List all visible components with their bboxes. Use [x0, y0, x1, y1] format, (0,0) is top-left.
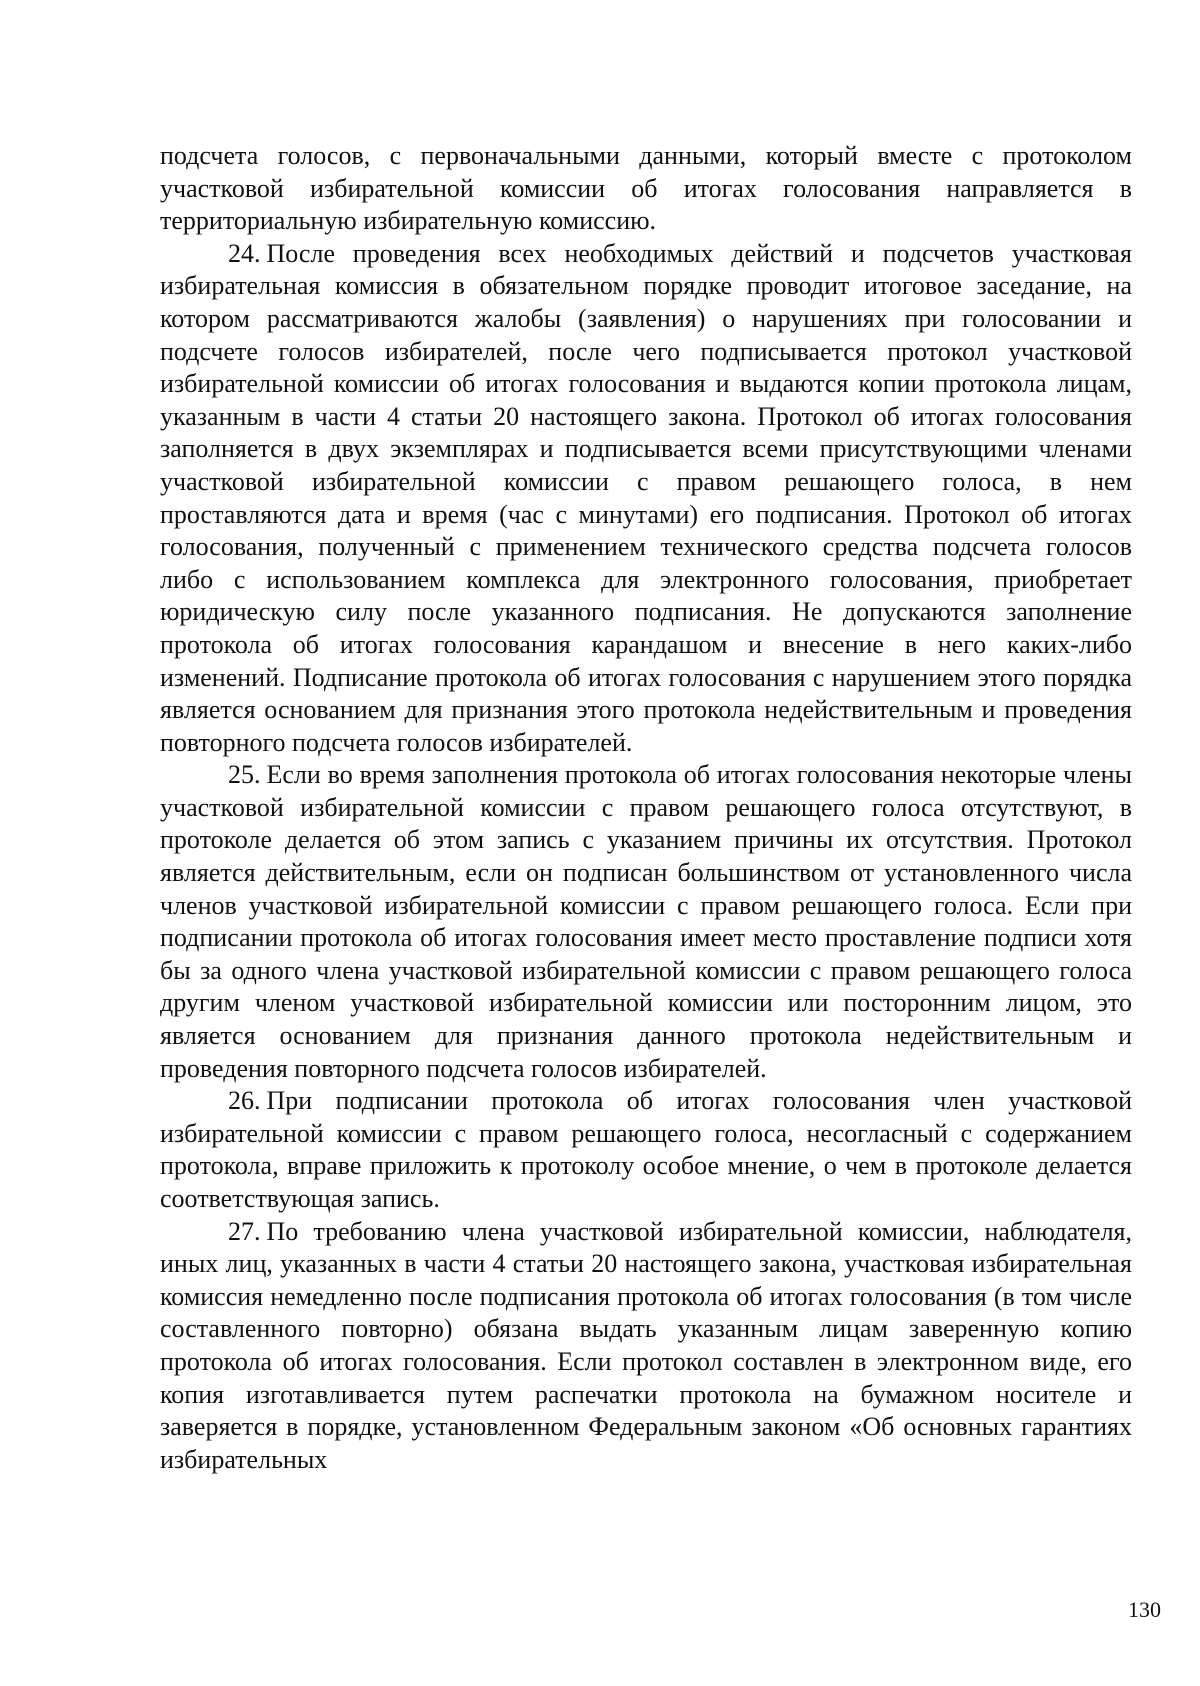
paragraph-26 [160, 1085, 1132, 1215]
paragraph-text: После проведения всех необходимых действий и подсчетов участковая избирательная комиссия в обязательном порядке проводит итоговое заседание, на котором рассматриваются жалобы (заявления) о нарушениях при голосовании и подсчете голосов избирателей, после чего подписывается протокол участковой избирательной комиссии об итогах голосования и выдаются копии протокола лицам, указанным в части 4 статьи 20 настоящего закона. Протокол об итогах голосования заполняется в двух экземплярах и подписывается всеми присутствующими членами участковой избирательной комиссии с правом решающего голоса, в нем проставляются дата и время (час с минутами) его подписания. Протокол об итогах голосования, полученный с применением технического средства подсчета голосов либо с использованием комплекса для электронного голосования, приобретает юридическую силу после указанного подписания. Не допускаются заполнение протокола об итогах голосования карандашом и внесение в него каких-либо изменений. Подписание протокола об итогах голосования с нарушением этого порядка является основанием для признания этого протокола недействительным и проведения повторного подсчета голосов избирателей. [160, 238, 1132, 757]
paragraph-27 [160, 1216, 1132, 1477]
paragraph-text: По требованию члена участковой избирательной комиссии, наблюдателя, иных лиц, указанных в части 4 статьи 20 настоящего закона, участковая избирательная комиссия немедленно после подписания протокола об итогах голосования (в том числе составленного повторно) обязана выдать указанным лицам заверенную копию протокола об итогах голосования. Если протокол составлен в электронном виде, его копия изготавливается путем распечатки протокола на бумажном носителе и заверяется в порядке, установленном Федеральным законом «Об основных гарантиях избирательных [160, 1216, 1132, 1474]
paragraph-number: 25. [228, 760, 261, 790]
page-number: 130 [1128, 1597, 1161, 1622]
paragraph-text: Если во время заполнения протокола об итогах голосования некоторые члены участковой избирательной комиссии с правом решающего голоса отсутствуют, в протоколе делается об этом запись с указанием причины их отсутствия. Протокол является действительным, если он подписан большинством от установленного числа членов участковой избирательной комиссии с правом решающего голоса. Если при подписании протокола об итогах голосования имеет место проставление подписи хотя бы за одного члена участковой избирательной комиссии с правом решающего голоса другим членом участковой избирательной комиссии или посторонним лицом, это является основанием для признания данного протокола недействительным и проведения повторного подсчета голосов избирателей. [160, 760, 1132, 1083]
paragraph-number: 24. [228, 238, 261, 268]
paragraph-25 [160, 759, 1132, 1085]
document-body [160, 140, 1132, 1476]
paragraph-number: 27. [228, 1216, 261, 1246]
paragraph-text: При подписании протокола об итогах голосования член участковой избирательной комиссии с правом решающего голоса, несогласный с содержанием протокола, вправе приложить к протоколу особое мнение, о чем в протоколе делается соответствующая запись. [160, 1086, 1132, 1213]
paragraph-number: 26. [228, 1086, 261, 1116]
continuation-paragraph: подсчета голосов, с первоначальными данными, который вместе с протоколом участковой избирательной комиссии об итогах голосования направляется в территориальную избирательную комиссию. [160, 141, 1132, 236]
paragraph-24 [160, 238, 1132, 760]
